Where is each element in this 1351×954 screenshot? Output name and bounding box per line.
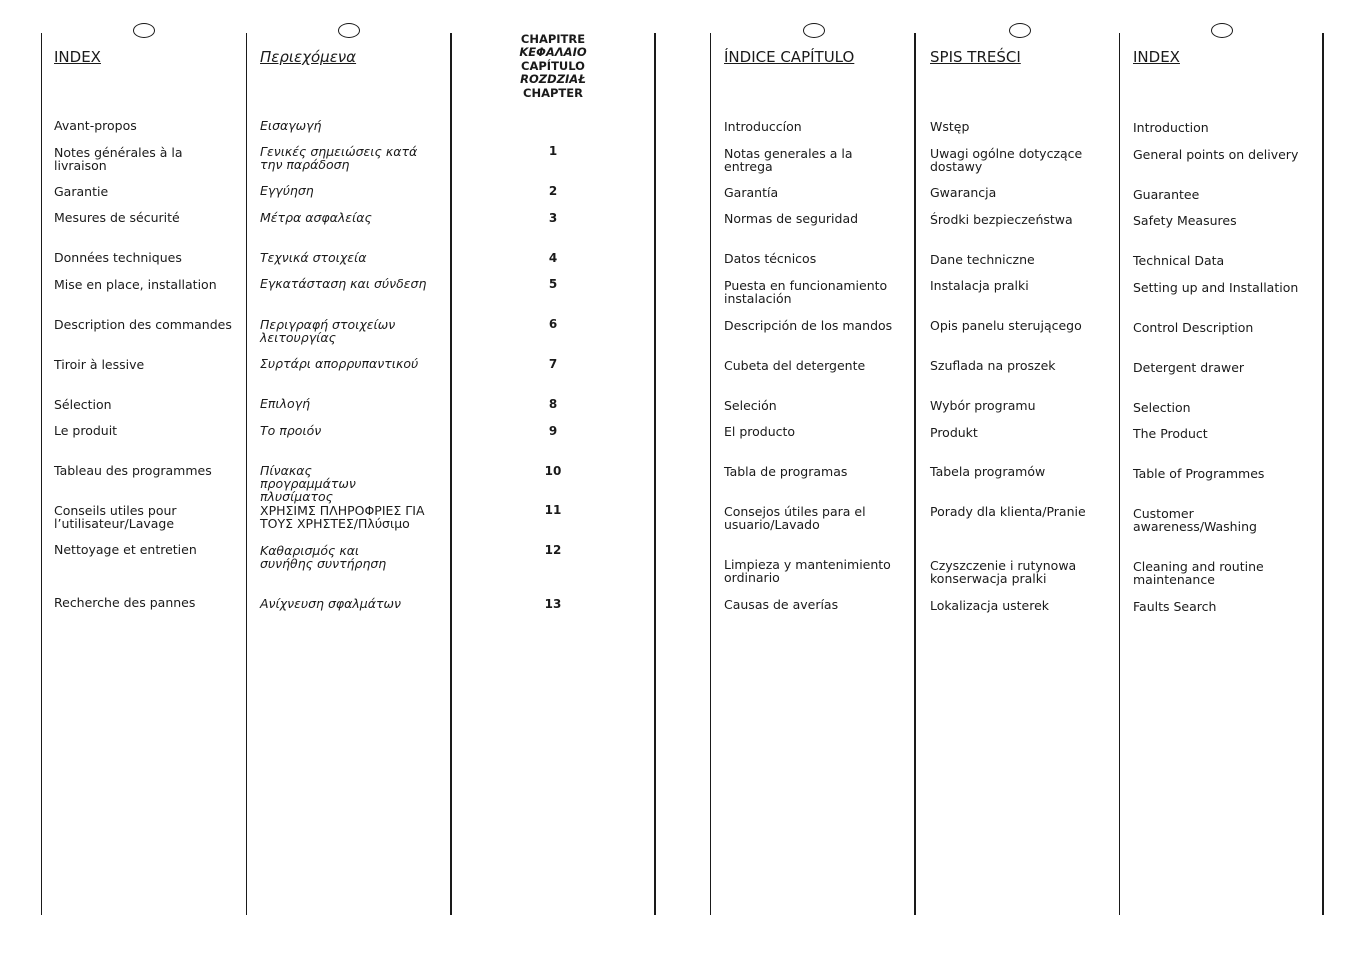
list-item: Recherche des pannes (54, 595, 196, 610)
list-item: Nettoyage et entretien (54, 542, 197, 557)
list-item: Causas de averías (724, 597, 839, 612)
list-item: Detergent drawer (1133, 360, 1245, 375)
chapter-number: 5 (548, 277, 558, 291)
list-item: Συρτάρι απορρυπαντικού (260, 356, 419, 371)
list-item: Ανίχνευση σφαλμάτων (260, 596, 401, 611)
list-item: Εγγύηση (260, 183, 314, 198)
column-divider (450, 33, 452, 915)
list-item: Wybór programu (930, 398, 1036, 413)
list-item: Środki bezpieczeństwa (930, 212, 1073, 227)
list-item: Mise en place, installation (54, 277, 217, 292)
list-item: Garantie (54, 184, 109, 199)
list-item: Setting up and Installation (1133, 280, 1299, 295)
chapter-number: 11 (544, 503, 562, 517)
chapter-number: 13 (544, 597, 562, 611)
flag-oval (338, 23, 360, 38)
list-item: General points on delivery (1133, 147, 1299, 162)
list-item: Safety Measures (1133, 213, 1237, 228)
list-item: El producto (724, 424, 796, 439)
list-item: Περιγραφή στοιχείων λειτουργίας (260, 317, 396, 345)
column-divider (914, 33, 916, 915)
list-item: Εγκατάσταση και σύνδεση (260, 276, 427, 291)
list-item: Introduction (1133, 120, 1209, 135)
list-item: Introduccíon (724, 119, 802, 134)
list-item: Tabla de programas (724, 464, 848, 479)
flag-oval (803, 23, 825, 38)
list-item: Sélection (54, 397, 112, 412)
chapter-header-pl: ROZDZIAŁ (520, 72, 586, 86)
flag-oval (133, 23, 155, 38)
list-item: Mesures de sécurité (54, 210, 180, 225)
column-divider (654, 33, 656, 915)
chapter-header-gr: ΚΕΦΑΛΑΙΟ (519, 45, 587, 59)
column-heading: INDEX (1133, 48, 1180, 66)
list-item: Descripción de los mandos (724, 318, 893, 333)
list-item: Limpieza y mantenimiento ordinario (724, 557, 891, 585)
flag-oval (1009, 23, 1031, 38)
column-divider (1119, 33, 1120, 915)
list-item: ΧΡΗΣΙΜΣ ΠΛΗΡΟΦΡΙΕΣ ΓΙΑ ΤΟΥΣ ΧΡΗΣΤΕΣ/Πλύσιμο (260, 503, 425, 531)
list-item: Uwagi ogólne dotyczące dostawy (930, 146, 1083, 174)
list-item: Opis panelu sterującego (930, 318, 1082, 333)
column-heading: SPIS TREŚCI (930, 48, 1021, 66)
list-item: Dane techniczne (930, 252, 1035, 267)
list-item: Το προιόν (260, 423, 322, 438)
list-item: Table of Programmes (1133, 466, 1265, 481)
chapter-number: 6 (548, 317, 558, 331)
column-divider (710, 33, 711, 915)
list-item: Guarantee (1133, 187, 1200, 202)
list-item: The Product (1133, 426, 1208, 441)
list-item: Czyszczenie i rutynowa konserwacja pralki (930, 558, 1077, 586)
chapter-number: 10 (544, 464, 562, 478)
chapter-number: 2 (548, 184, 558, 198)
list-item: Puesta en funcionamiento instalación (724, 278, 888, 306)
list-item: Καθαρισμός και συνήθης συντήρηση (260, 543, 387, 571)
list-item: Tableau des programmes (54, 463, 212, 478)
list-item: Avant-propos (54, 118, 137, 133)
column-heading: Περιεχόμενα (260, 48, 357, 66)
list-item: Lokalizacja usterek (930, 598, 1050, 613)
list-item: Seleción (724, 398, 777, 413)
list-item: Technical Data (1133, 253, 1225, 268)
list-item: Γενικές σημειώσεις κατά την παράδοση (260, 144, 418, 172)
column-heading: ÍNDICE CAPÍTULO (724, 48, 855, 66)
list-item: Tabela programów (930, 464, 1046, 479)
list-item: Control Description (1133, 320, 1254, 335)
column-divider (1322, 33, 1324, 915)
flag-oval (1211, 23, 1233, 38)
list-item: Εισαγωγή (260, 118, 322, 133)
chapter-number: 12 (544, 543, 562, 557)
list-item: Cubeta del detergente (724, 358, 866, 373)
list-item: Consejos útiles para el usuario/Lavado (724, 504, 866, 532)
chapter-header-fr: CHAPITRE (520, 32, 586, 46)
chapter-number: 7 (548, 357, 558, 371)
chapter-number: 9 (548, 424, 558, 438)
list-item: Le produit (54, 423, 118, 438)
column-heading: INDEX (54, 48, 101, 66)
list-item: Faults Search (1133, 599, 1217, 614)
list-item: Notes générales à la livraison (54, 145, 183, 173)
list-item: Wstęp (930, 119, 970, 134)
list-item: Garantía (724, 185, 779, 200)
list-item: Notas generales a la entrega (724, 146, 853, 174)
list-item: Επιλογή (260, 396, 311, 411)
list-item: Τεχνικά στοιχεία (260, 250, 367, 265)
list-item: Données techniques (54, 250, 182, 265)
chapter-number: 8 (548, 397, 558, 411)
column-divider (41, 33, 42, 915)
list-item: Szuflada na proszek (930, 358, 1056, 373)
list-item: Description des commandes (54, 317, 232, 332)
chapter-number: 1 (548, 144, 558, 158)
list-item: Tiroir à lessive (54, 357, 145, 372)
list-item: Πίνακας προγραμμάτων πλυσίματος (260, 463, 356, 504)
list-item: Normas de seguridad (724, 211, 859, 226)
list-item: Produkt (930, 425, 978, 440)
list-item: Μέτρα ασφαλείας (260, 210, 372, 225)
chapter-number: 4 (548, 251, 558, 265)
list-item: Gwarancja (930, 185, 997, 200)
list-item: Conseils utiles pour l’utilisateur/Lavage (54, 503, 177, 531)
chapter-header-es: CAPÍTULO (521, 59, 585, 73)
column-divider (246, 33, 247, 915)
chapter-number: 3 (548, 211, 558, 225)
list-item: Selection (1133, 400, 1191, 415)
list-item: Customer awareness/Washing (1133, 506, 1257, 534)
list-item: Instalacja pralki (930, 278, 1029, 293)
list-item: Datos técnicos (724, 251, 817, 266)
chapter-header-en: CHAPTER (523, 86, 583, 100)
list-item: Porady dla klienta/Pranie (930, 504, 1086, 519)
list-item: Cleaning and routine maintenance (1133, 559, 1264, 587)
